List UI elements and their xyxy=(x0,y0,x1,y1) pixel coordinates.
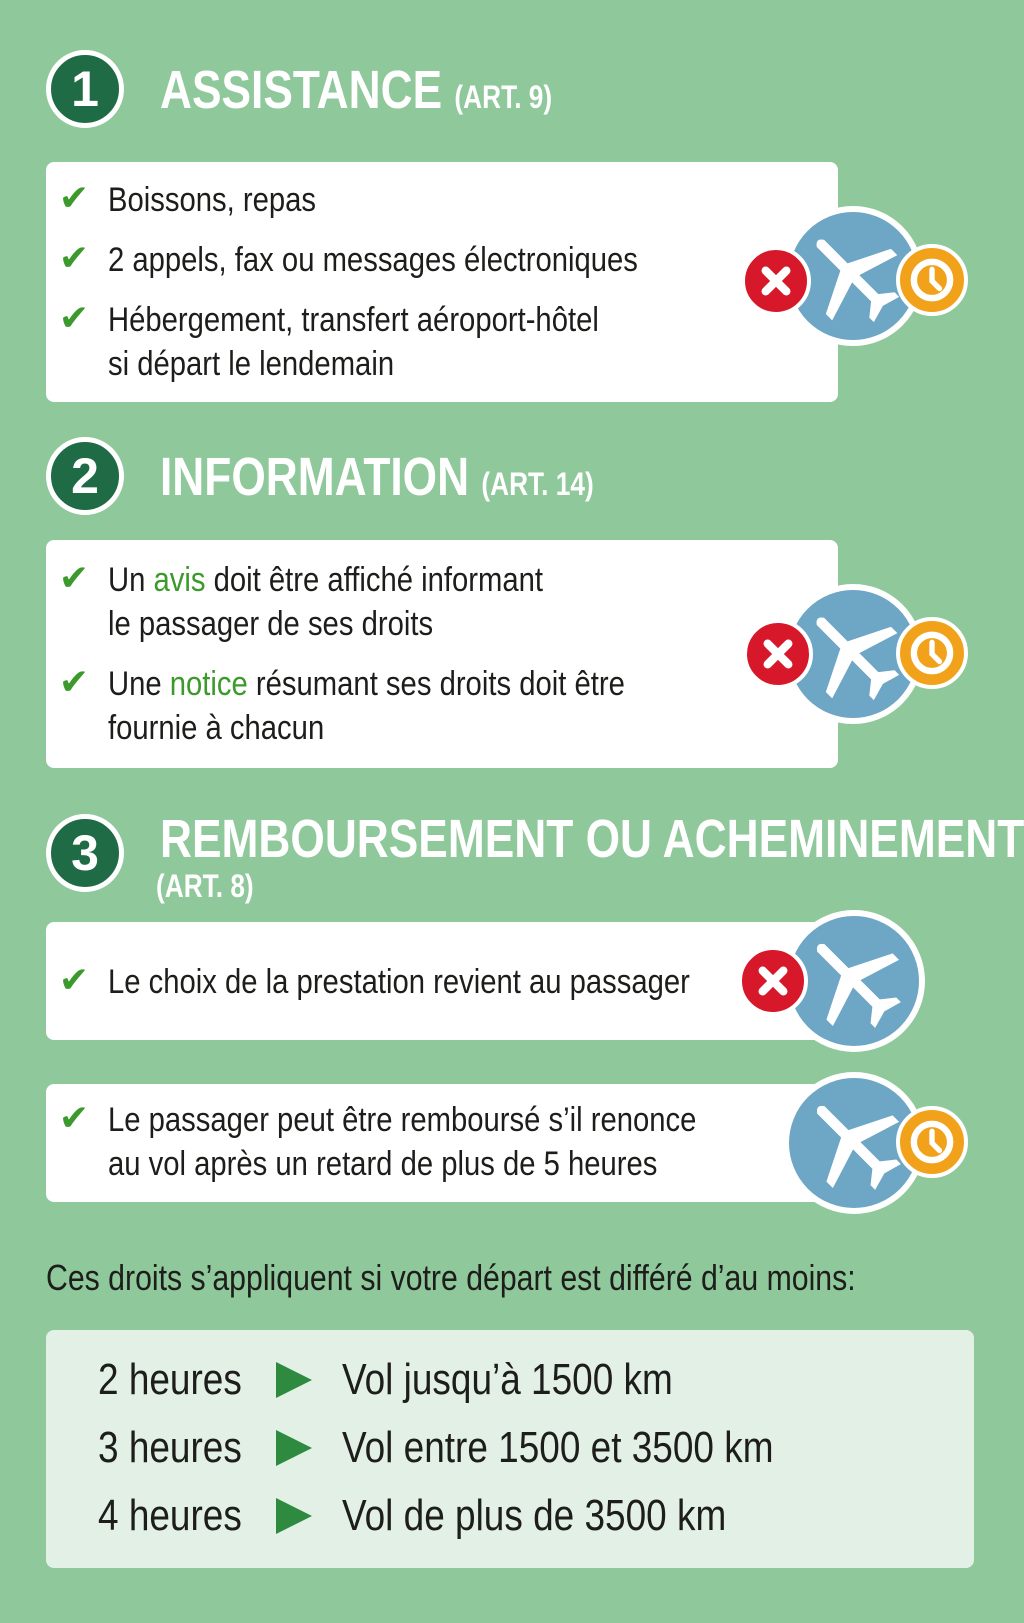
section-title xyxy=(160,60,553,120)
cancel-x-icon xyxy=(743,619,813,689)
clock-icon xyxy=(896,617,968,689)
info-card xyxy=(46,540,838,768)
section-title xyxy=(160,447,594,507)
article-reference: (ART. 9) xyxy=(454,79,553,115)
delay-table xyxy=(46,1330,974,1568)
list-item xyxy=(54,178,350,222)
arrow-right-icon xyxy=(276,1430,312,1466)
conditions-footnote: Ces droits s’appliquent si votre départ est différé d’au moins: xyxy=(46,1257,856,1298)
list-item xyxy=(54,558,614,646)
item-text: Boissons, repas xyxy=(108,181,317,219)
list-item xyxy=(54,1098,792,1186)
section-number-badge xyxy=(46,50,124,128)
delay-duration: 2 heures xyxy=(98,1355,242,1404)
table-row xyxy=(46,1418,974,1478)
check-icon: ✔ xyxy=(58,177,90,218)
section-title-text: INFORMATION xyxy=(160,447,470,507)
check-icon: ✔ xyxy=(58,237,90,278)
check-icon: ✔ xyxy=(58,557,90,598)
clock-icon xyxy=(896,1106,968,1178)
check-icon: ✔ xyxy=(58,297,90,338)
cancel-x-icon xyxy=(741,246,811,316)
item-text: 2 appels, fax ou messages électroniques xyxy=(108,241,638,279)
highlighted-word: avis xyxy=(153,561,206,599)
list-item xyxy=(54,662,709,750)
info-card xyxy=(46,1084,838,1202)
check-icon: ✔ xyxy=(58,1097,90,1138)
highlighted-word: notice xyxy=(169,665,248,703)
item-text: Le choix de la prestation revient au passager xyxy=(108,963,690,1001)
table-row xyxy=(46,1486,974,1546)
arrow-right-icon xyxy=(276,1362,312,1398)
item-text: Le passager peut être remboursé s’il renonce au vol après un retard de plus de 5 heures xyxy=(108,1101,697,1183)
section-number-badge xyxy=(46,437,124,515)
info-card xyxy=(46,162,838,402)
cancel-x-icon xyxy=(738,946,808,1016)
arrow-right-icon xyxy=(276,1498,312,1534)
item-text: Une notice résumant ses droits doit être fournie à chacun xyxy=(108,665,625,747)
item-text: Hébergement, transfert aéroport-hôtel si départ le lendemain xyxy=(108,301,599,383)
section-number: 1 xyxy=(71,61,99,117)
check-icon: ✔ xyxy=(58,661,90,702)
flight-distance: Vol entre 1500 et 3500 km xyxy=(342,1423,774,1472)
info-card xyxy=(46,922,838,1040)
section-title-text: ASSISTANCE xyxy=(160,60,443,120)
flight-distance: Vol jusqu’à 1500 km xyxy=(342,1355,673,1404)
clock-icon xyxy=(896,244,968,316)
table-row xyxy=(46,1350,974,1410)
article-reference: (ART. 14) xyxy=(481,466,594,502)
list-item xyxy=(54,298,679,386)
section-title-text: REMBOURSEMENT OU ACHEMINEMENT xyxy=(160,809,1024,869)
item-text: Un avis doit être affiché informant le passager de ses droits xyxy=(108,561,544,643)
section-number: 3 xyxy=(71,825,99,881)
section-number: 2 xyxy=(71,448,99,504)
check-icon: ✔ xyxy=(58,959,90,1000)
delay-duration: 3 heures xyxy=(98,1423,242,1472)
list-item xyxy=(54,960,785,1004)
article-reference: (ART. 8) xyxy=(156,868,254,904)
list-item xyxy=(54,238,724,282)
flight-distance: Vol de plus de 3500 km xyxy=(342,1491,727,1540)
section-title xyxy=(160,809,1024,869)
section-number-badge xyxy=(46,814,124,892)
delay-duration: 4 heures xyxy=(98,1491,242,1540)
